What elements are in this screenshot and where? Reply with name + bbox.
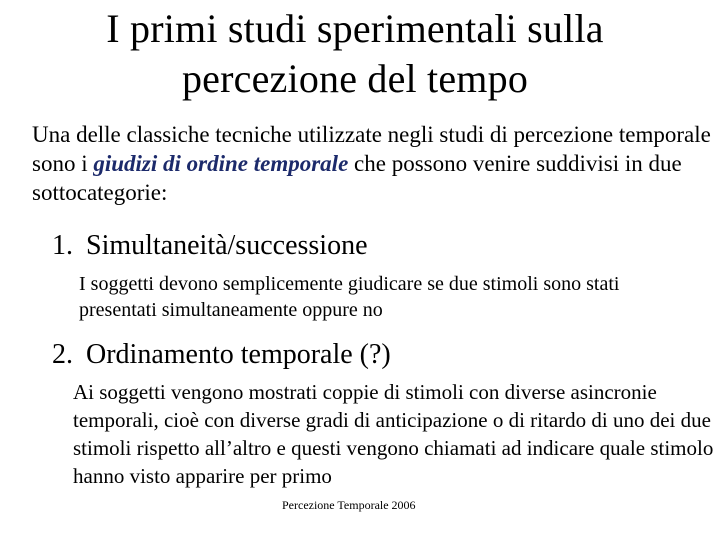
title-line-1: I primi studi sperimentali sulla [106, 6, 604, 51]
list-item-title-2: Ordinamento temporale (?) [86, 339, 391, 370]
list-item-description-1: I soggetti devono semplicemente giudicare se due stimoli sono stati presentati simultaneamente oppure no [79, 273, 620, 321]
list-item-heading-1 [52, 229, 368, 263]
slide-title [0, 4, 710, 104]
list-item-title-1: Simultaneità/successione [86, 230, 368, 261]
intro-paragraph [32, 120, 712, 207]
list-item-number-1: 1. [52, 230, 73, 261]
title-line-2: percezione del tempo [181, 56, 529, 101]
list-item-number-2: 2. [52, 339, 73, 370]
slide-footer: Percezione Temporale 2006 [282, 498, 416, 512]
list-item-description-2: Ai soggetti vengono mostrati coppie di stimoli con diverse asincronie temporali, cioè con diverse gradi di anticipazione o di ritardo di uno dei due stimoli rispetto all’altro e questi vengono chiamati ad indicare quale stimolo hanno visto apparire per primo [73, 380, 714, 488]
intro-text-before: Una delle classiche tecniche utilizzate negli studi di percezione temporale sono i [32, 122, 711, 176]
list-item-heading-2 [52, 338, 391, 372]
intro-emphasis: giudizi di ordine temporale [93, 151, 349, 176]
intro-text-after: che possono venire suddivisi in due sottocategorie: [32, 151, 682, 205]
